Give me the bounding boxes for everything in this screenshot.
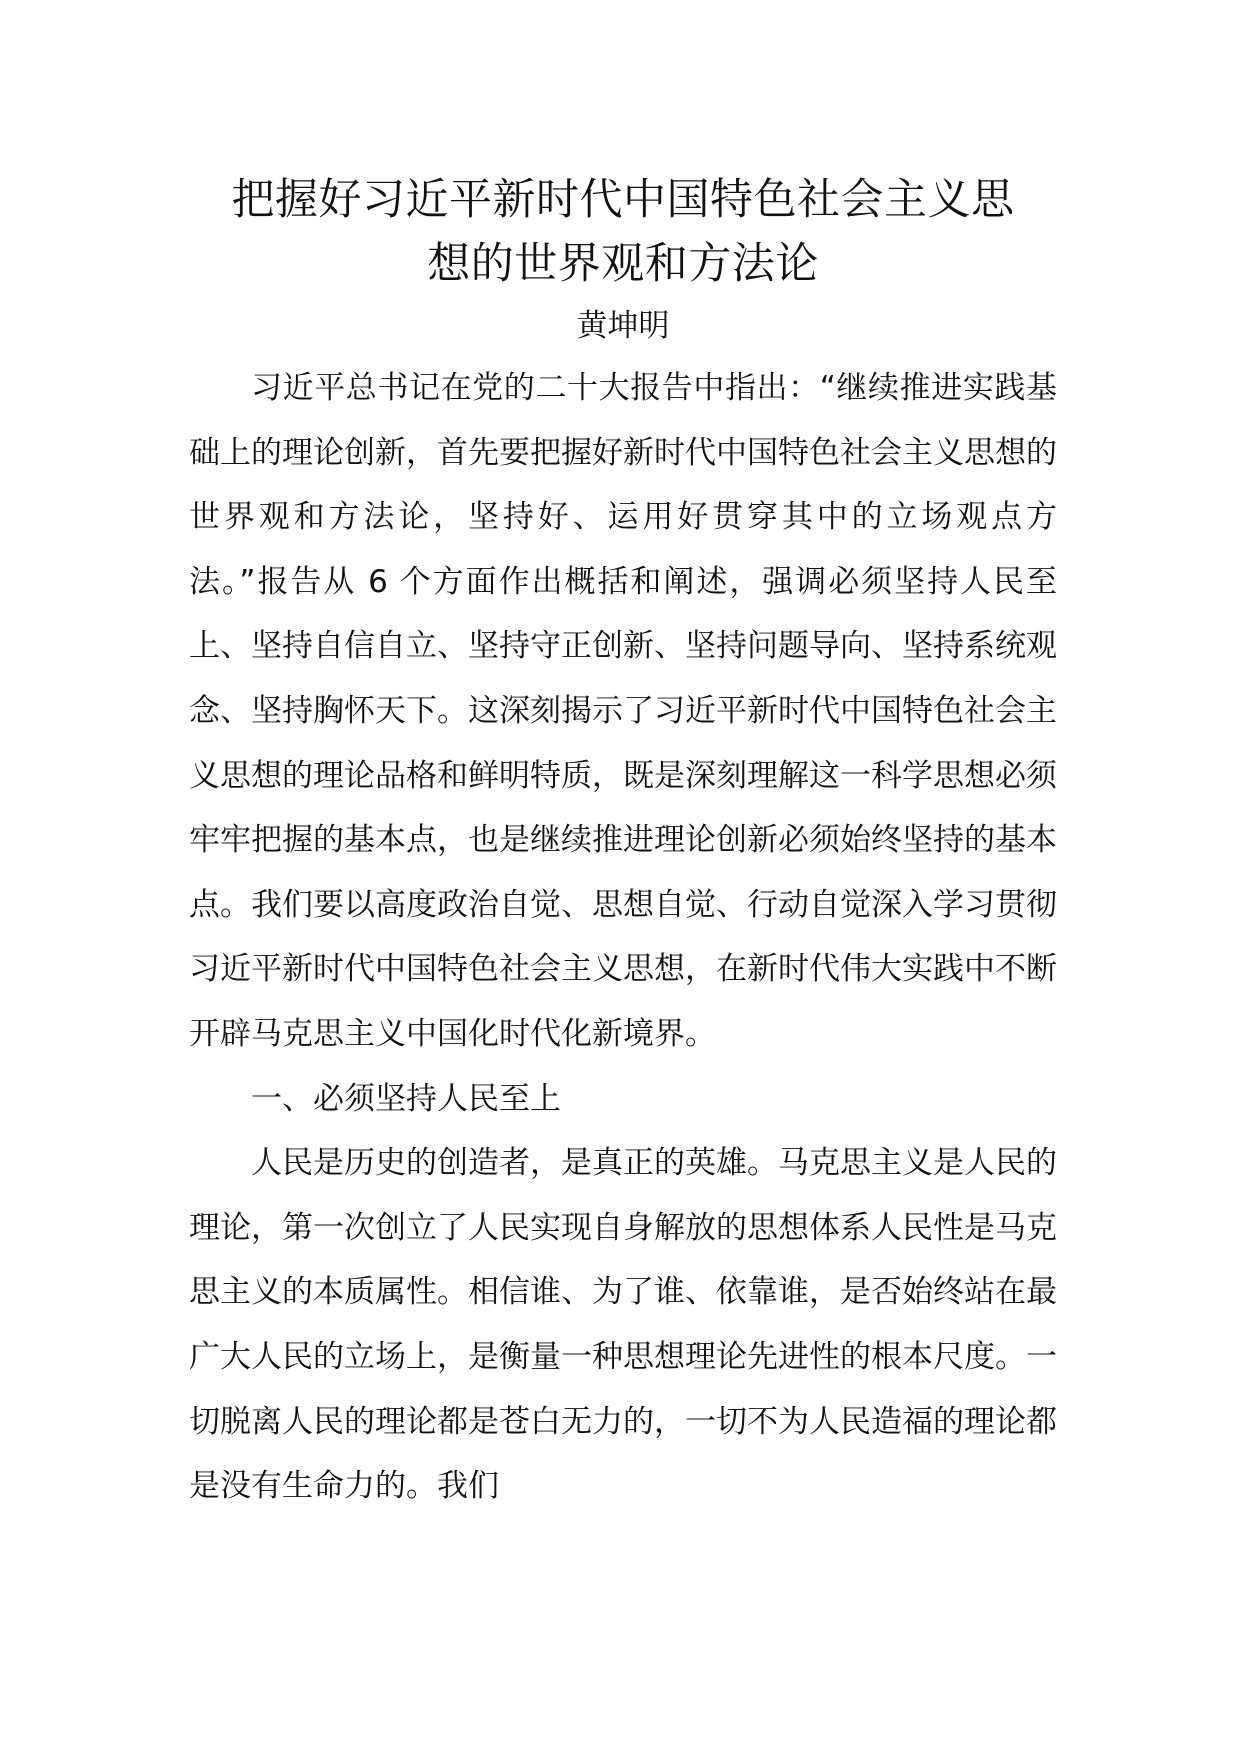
intro-paragraph: 习近平总书记在党的二十大报告中指出：“继续推进实践基础上的理论创新，首先要把握好新时代中国特色社会主义思想的世界观和方法论，坚持好、运用好贯穿其中的立场观点方法。”报告从 6 个方面作出概括和阐述，强调必须坚持人民至上、坚持自信自立、坚持守正创新、坚持问题导向、坚持系统观念、坚持胸怀天下。这深刻揭示了习近平新时代中国特色社会主义思想的理论品格和鲜明特质，既是深刻理解这一科学思想必须牢牢把握的基本点，也是继续推进理论创新必须始终坚持的基本点。我们要以高度政治自觉、思想自觉、行动自觉深入学习贯彻习近平新时代中国特色社会主义思想，在新时代伟大实践中不断开辟马克思主义中国化时代化新境界。 [189, 370, 1057, 1052]
section-paragraph: 人民是历史的创造者，是真正的英雄。马克思主义是人民的理论，第一次创立了人民实现自身解放的思想体系人民性是马克思主义的本质属性。相信谁、为了谁、依靠谁，是否始终站在最广大人民的立场上，是衡量一种思想理论先进性的根本尺度。一切脱离人民的理论都是苍白无力的，一切不为人民造福的理论都是没有生命力的。我们 [189, 1145, 1057, 1505]
title-line-2: 想的世界观和方法论 [427, 239, 819, 289]
section-heading: 一、必须坚持人民至上 [251, 1080, 561, 1117]
title-line-1: 把握好习近平新时代中国特色社会主义思 [231, 175, 1015, 225]
document-title [189, 168, 1057, 296]
author-name: 黄坤明 [576, 308, 670, 344]
document-body [189, 168, 1057, 1519]
